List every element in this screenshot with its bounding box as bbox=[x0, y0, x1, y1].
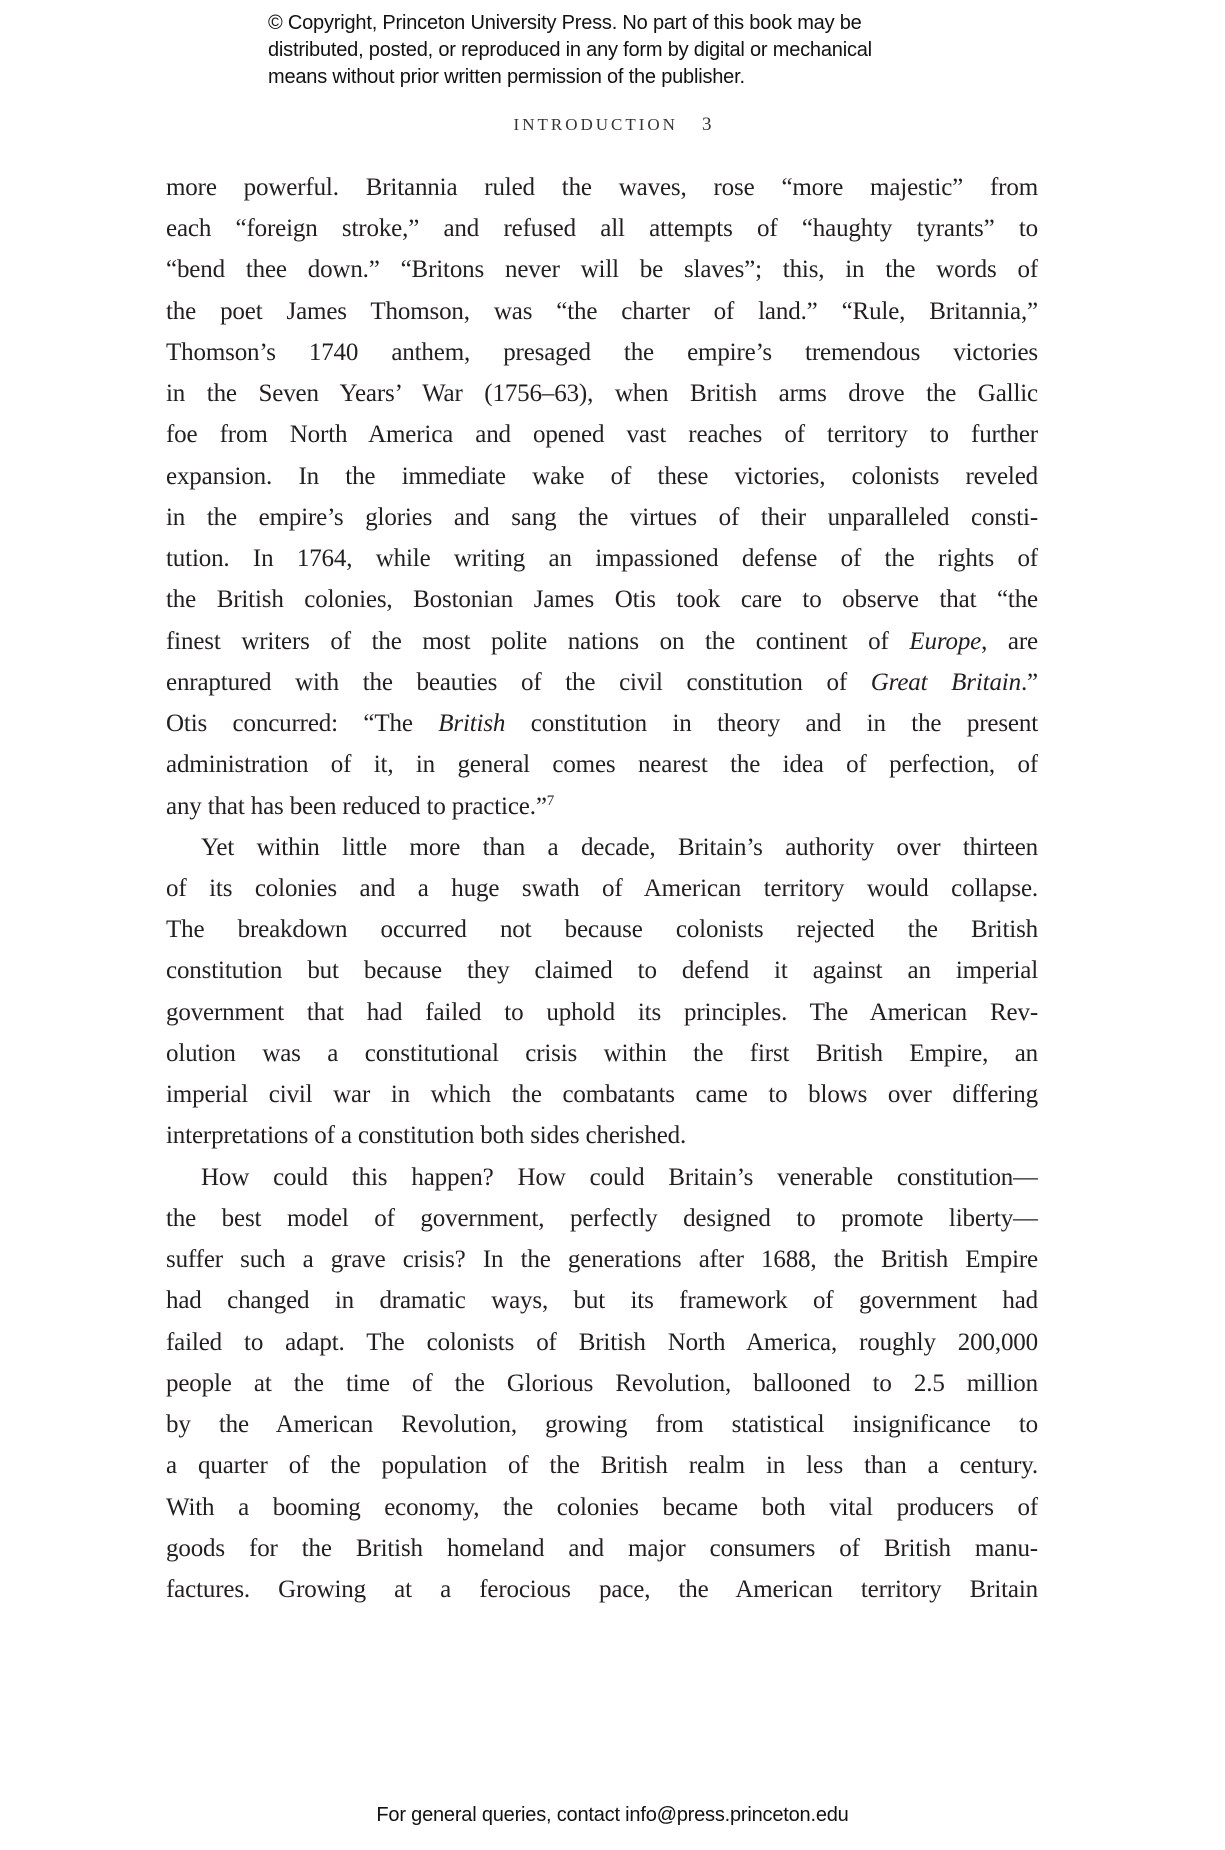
text-segment: enraptured with the beauties of the civil constitution of bbox=[166, 668, 871, 696]
text-segment: interpretations of a constitution both sides cherished. bbox=[166, 1122, 687, 1150]
text-segment: any that has been reduced to practice.” bbox=[166, 792, 547, 820]
text-segment: foe from North America and opened vast reaches of territory to further bbox=[166, 421, 1038, 449]
italic-text: Great Britain bbox=[870, 668, 1021, 696]
text-line bbox=[166, 414, 1038, 455]
text-line bbox=[166, 1239, 1038, 1280]
text-segment: of its colonies and a huge swath of American territory would collapse. bbox=[166, 874, 1038, 902]
text-line bbox=[166, 167, 1038, 208]
text-line bbox=[166, 538, 1038, 579]
text-segment: constitution but because they claimed to defend it against an imperial bbox=[166, 957, 1038, 985]
text-line bbox=[166, 1033, 1038, 1074]
text-line bbox=[166, 786, 1038, 827]
text-line bbox=[166, 1322, 1038, 1363]
text-segment: “bend thee down.” “Britons never will be slaves”; this, in the words of bbox=[166, 256, 1038, 284]
text-segment: in the empire’s glories and sang the virtues of their unparalleled consti- bbox=[166, 503, 1038, 531]
text-line bbox=[166, 621, 1038, 662]
text-line bbox=[166, 249, 1038, 290]
body-text bbox=[166, 167, 1038, 1610]
copyright-notice bbox=[268, 10, 988, 91]
text-segment: goods for the British homeland and major consumers of British manu- bbox=[166, 1534, 1038, 1562]
text-line bbox=[166, 1157, 1038, 1198]
text-segment: The breakdown occurred not because colonists rejected the British bbox=[166, 916, 1038, 944]
text-segment: With a booming economy, the colonies became both vital producers of bbox=[166, 1493, 1038, 1521]
text-segment: Otis concurred: “The bbox=[166, 710, 439, 738]
text-segment: a quarter of the population of the British realm in less than a century. bbox=[166, 1452, 1038, 1480]
text-line bbox=[166, 1363, 1038, 1404]
text-segment: suffer such a grave crisis? In the generations after 1688, the British Empire bbox=[166, 1246, 1038, 1274]
text-segment: administration of it, in general comes nearest the idea of perfection, of bbox=[166, 751, 1038, 779]
copyright-line: distributed, posted, or reproduced in any form by digital or mechanical bbox=[268, 39, 872, 61]
text-segment: government that had failed to uphold its principles. The American Rev- bbox=[166, 998, 1038, 1026]
copyright-line: © Copyright, Princeton University Press. No part of this book may be bbox=[268, 12, 862, 34]
text-line bbox=[166, 827, 1038, 868]
text-line bbox=[166, 1404, 1038, 1445]
text-line bbox=[166, 497, 1038, 538]
chapter-title: INTRODUCTION bbox=[513, 115, 678, 134]
text-segment: , are bbox=[981, 627, 1038, 655]
text-line bbox=[166, 579, 1038, 620]
text-line bbox=[166, 1569, 1038, 1610]
footer-contact: For general queries, contact info@press.princeton.edu bbox=[376, 1804, 849, 1826]
text-line bbox=[166, 1198, 1038, 1239]
text-line bbox=[166, 909, 1038, 950]
text-segment: How could this happen? How could Britain’s venerable constitution— bbox=[201, 1163, 1038, 1191]
text-line bbox=[166, 1115, 1038, 1156]
text-line bbox=[166, 662, 1038, 703]
text-line bbox=[166, 208, 1038, 249]
italic-text: Europe bbox=[909, 627, 982, 655]
text-line bbox=[166, 703, 1038, 744]
text-segment: the British colonies, Bostonian James Otis took care to observe that “the bbox=[166, 586, 1038, 614]
text-line bbox=[166, 1487, 1038, 1528]
text-line bbox=[166, 332, 1038, 373]
text-line bbox=[166, 1074, 1038, 1115]
text-segment: olution was a constitutional crisis within the first British Empire, an bbox=[166, 1039, 1038, 1067]
running-head bbox=[0, 114, 1225, 136]
text-segment: in the Seven Years’ War (1756–63), when British arms drove the Gallic bbox=[166, 380, 1038, 408]
text-line bbox=[166, 868, 1038, 909]
text-segment: failed to adapt. The colonists of British North America, roughly 200,000 bbox=[166, 1328, 1038, 1356]
text-segment: .” bbox=[1020, 668, 1038, 696]
text-line bbox=[166, 992, 1038, 1033]
text-segment: by the American Revolution, growing from statistical insignificance to bbox=[166, 1411, 1038, 1439]
text-segment: imperial civil war in which the combatants came to blows over differing bbox=[166, 1081, 1038, 1109]
text-line bbox=[166, 1528, 1038, 1569]
text-line bbox=[166, 744, 1038, 785]
text-segment: tution. In 1764, while writing an impassioned defense of the rights of bbox=[166, 545, 1038, 573]
text-line bbox=[166, 456, 1038, 497]
text-line bbox=[166, 291, 1038, 332]
text-segment: Yet within little more than a decade, Britain’s authority over thirteen bbox=[201, 833, 1038, 861]
text-line bbox=[166, 373, 1038, 414]
text-segment: had changed in dramatic ways, but its framework of government had bbox=[166, 1287, 1038, 1315]
copyright-line: means without prior written permission of the publisher. bbox=[268, 66, 745, 88]
text-segment: factures. Growing at a ferocious pace, the American territory Britain bbox=[166, 1575, 1038, 1603]
italic-text: British bbox=[438, 710, 506, 738]
text-segment: people at the time of the Glorious Revolution, ballooned to 2.5 million bbox=[166, 1369, 1038, 1397]
text-segment: expansion. In the immediate wake of these victories, colonists reveled bbox=[166, 462, 1038, 490]
text-segment: the poet James Thomson, was “the charter of land.” “Rule, Britannia,” bbox=[166, 297, 1038, 325]
text-segment: each “foreign stroke,” and refused all attempts of “haughty tyrants” to bbox=[166, 215, 1038, 243]
text-line bbox=[166, 950, 1038, 991]
text-segment: the best model of government, perfectly designed to promote liberty— bbox=[166, 1204, 1038, 1232]
footnote-ref[interactable]: 7 bbox=[546, 792, 555, 809]
page-number: 3 bbox=[701, 114, 712, 135]
text-segment: more powerful. Britannia ruled the waves, rose “more majestic” from bbox=[166, 174, 1038, 201]
text-segment: constitution in theory and in the present bbox=[505, 710, 1038, 738]
text-line bbox=[166, 1280, 1038, 1321]
text-segment: Thomson’s 1740 anthem, presaged the empire’s tremendous victories bbox=[166, 338, 1038, 366]
text-segment: finest writers of the most polite nations on the continent of bbox=[166, 627, 910, 655]
text-line bbox=[166, 1445, 1038, 1486]
